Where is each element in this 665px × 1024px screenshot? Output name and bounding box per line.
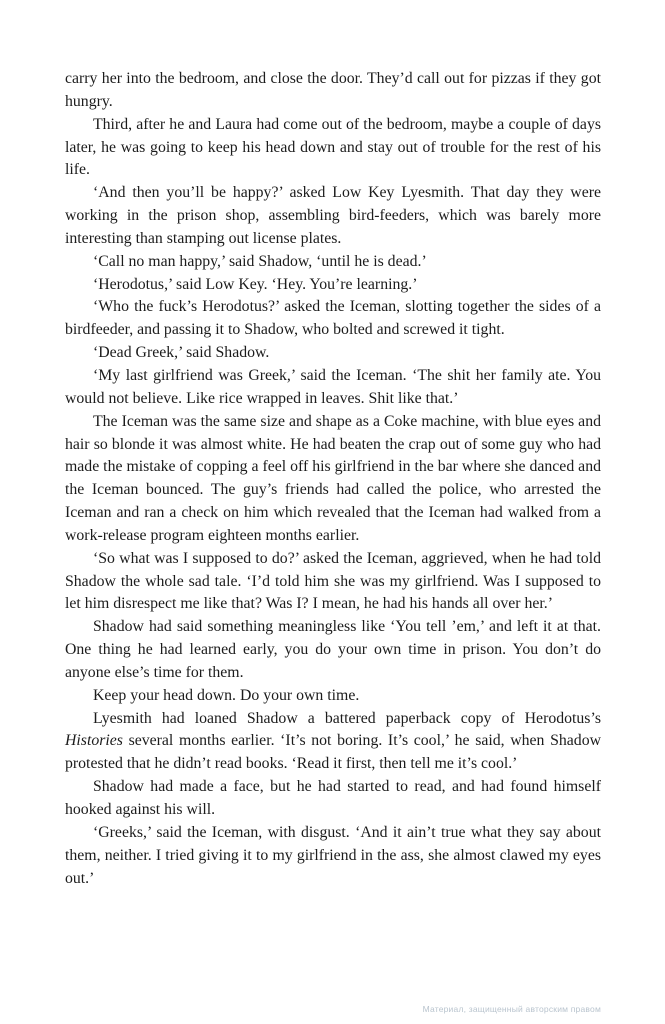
italic-text-run: Histories [65, 732, 123, 750]
text-run: ‘And then you’ll be happy?’ asked Low Key Lyesmith. That day they were working in the prison shop, assembling bird-feeders, which was barely more interesting than stamping out license plates. [65, 184, 601, 247]
paragraph [65, 342, 601, 365]
paragraph [65, 776, 601, 822]
paragraph [65, 411, 601, 548]
paragraph [65, 114, 601, 183]
page-body [65, 68, 601, 890]
paragraph [65, 68, 601, 114]
copyright-watermark: Материал, защищенный авторским правом [422, 1004, 601, 1014]
text-run: ‘Greeks,’ said the Iceman, with disgust. ‘And it ain’t true what they say about them, neither. I tried giving it to my girlfriend in the ass, she almost clawed my eyes out.’ [65, 823, 601, 887]
paragraph [65, 251, 601, 274]
text-run: ‘So what was I supposed to do?’ asked the Iceman, aggrieved, when he had told Shadow the whole sad tale. ‘I’d told him she was my girlfriend. Was I supposed to let him disrespect me like that? Was I? I mean, he had his hands all over her.’ [65, 549, 601, 613]
text-run: carry her into the bedroom, and close the door. They’d call out for pizzas if they got hungry. [65, 70, 601, 110]
text-run: ‘Call no man happy,’ said Shadow, ‘until he is dead.’ [93, 252, 427, 270]
paragraph [65, 708, 601, 777]
text-run: ‘Who the fuck’s Herodotus?’ asked the Iceman, slotting together the sides of a birdfeeder, and passing it to Shadow, who bolted and screwed it tight. [65, 298, 601, 339]
text-run: Keep your head down. Do your own time. [93, 686, 360, 704]
paragraph [65, 548, 601, 617]
paragraph [65, 182, 601, 251]
paragraph [65, 822, 601, 891]
paragraph [65, 365, 601, 411]
paragraph [65, 274, 601, 297]
paragraph [65, 296, 601, 342]
text-run: ‘Herodotus,’ said Low Key. ‘Hey. You’re learning.’ [93, 275, 418, 293]
text-run: The Iceman was the same size and shape as a Coke machine, with blue eyes and hair so blonde it was almost white. He had beaten the crap out of some guy who had made the mistake of copping a feel off his girlfriend in the bar where she danced and the Iceman bounced. The guy’s friends had called the police, who arrested the Iceman and ran a check on him which revealed that the Iceman had walked from a work-release program eighteen months earlier. [65, 412, 601, 544]
text-run: ‘My last girlfriend was Greek,’ said the Iceman. ‘The shit her family ate. You would not believe. Like rice wrapped in leaves. Shit like that.’ [65, 366, 601, 407]
paragraph [65, 685, 601, 708]
paragraph [65, 616, 601, 685]
text-run: Shadow had said something meaningless like ‘You tell ’em,’ and left it at that. One thing he had learned early, you do your own time in prison. You don’t do anyone else’s time for them. [65, 618, 601, 681]
text-run: Third, after he and Laura had come out of the bedroom, maybe a couple of days later, he was going to keep his head down and stay out of trouble for the rest of his life. [65, 115, 601, 179]
text-run: Shadow had made a face, but he had started to read, and had found himself hooked against his will. [65, 778, 601, 818]
text-run: ‘Dead Greek,’ said Shadow. [93, 344, 270, 362]
text-run: several months earlier. ‘It’s not boring. It’s cool,’ he said, when Shadow protested that he didn’t read books. ‘Read it first, then tell me it’s cool.’ [65, 732, 601, 773]
text-run: Lyesmith had loaned Shadow a battered paperback copy of Herodotus’s [93, 709, 601, 727]
